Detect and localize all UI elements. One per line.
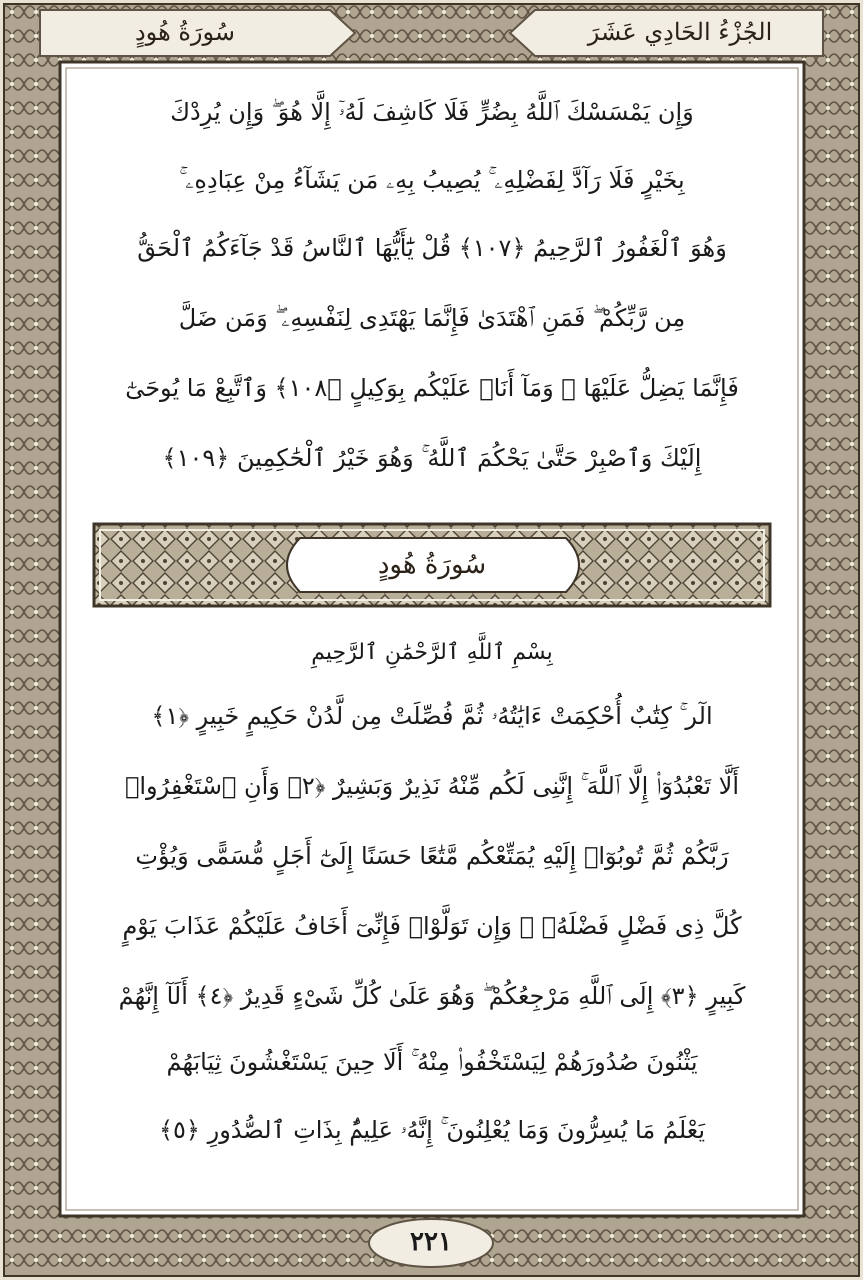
page-number: ٢٢١ xyxy=(410,1227,452,1257)
verse-line: يَثْنُونَ صُدُورَهُمْ لِيَسْتَخْفُوا۟ مِنْهُ ۚ أَلَا حِينَ يَسْتَغْشُونَ ثِيَابَهُمْ xyxy=(166,1048,698,1076)
verse-line: بِخَيْرٍ فَلَا رَآدَّ لِفَضْلِهِۦ ۚ يُصِيبُ بِهِۦ مَن يَشَآءُ مِنْ عِبَادِهِۦ ۚ xyxy=(179,166,685,194)
verse-line: رَبَّكُمْ ثُمَّ تُوبُوٓا۟ إِلَيْهِ يُمَتِّعْكُم مَّتَٰعًا حَسَنًا إِلَىٰٓ أَجَلٍ مُّسَمًّى وَيُؤْتِ xyxy=(135,842,729,870)
verse-line: وَإِن يَمْسَسْكَ ٱللَّهُ بِضُرٍّ فَلَا كَاشِفَ لَهُۥٓ إِلَّا هُوَ ۖ وَإِن يُرِدْكَ xyxy=(170,98,694,126)
juz-header-label: الجُزْءُ الحَادِي عَشَرَ xyxy=(587,18,773,46)
quran-text-bottom xyxy=(68,68,796,1208)
basmala: بِسْمِ ٱللَّهِ ٱلرَّحْمَٰنِ ٱلرَّحِيمِ xyxy=(311,639,553,665)
surah-title-banner: سُورَةُ هُودٍ xyxy=(377,550,487,580)
surah-header-label: سُورَةُ هُودٍ xyxy=(134,18,236,46)
verse-line: كُلَّ ذِى فَضْلٍ فَضْلَهُۥ ۖ وَإِن تَوَلَّوْا۟ فَإِنِّىٓ أَخَافُ عَلَيْكُمْ عَذَابَ يَوْمٍ xyxy=(122,912,742,940)
verse-line: فَإِنَّمَا يَضِلُّ عَلَيْهَا ۖ وَمَآ أَنَا۠ عَلَيْكُم بِوَكِيلٍ ﴿١٠٨﴾ وَٱتَّبِعْ مَا يُوحَىٰٓ xyxy=(125,374,739,402)
verse-line: يَعْلَمُ مَا يُسِرُّونَ وَمَا يُعْلِنُونَ ۚ إِنَّهُۥ عَلِيمٌۢ بِذَاتِ ٱلصُّدُورِ ﴿٥﴾ xyxy=(158,1116,706,1144)
verse-line: أَلَّا تَعْبُدُوٓا۟ إِلَّا ٱللَّهَ ۚ إِنَّنِى لَكُم مِّنْهُ نَذِيرٌ وَبَشِيرٌ ﴿٢﴾ وَأَنِ ٱسْتَغْفِرُوا۟ xyxy=(124,772,740,800)
verse-line: مِن رَّبِّكُمْ ۖ فَمَنِ ٱهْتَدَىٰ فَإِنَّمَا يَهْتَدِى لِنَفْسِهِۦ ۖ وَمَن ضَلَّ xyxy=(178,304,686,332)
verse-line: كَبِيرٍ ﴿٣﴾ إِلَى ٱللَّهِ مَرْجِعُكُمْ ۖ وَهُوَ عَلَىٰ كُلِّ شَىْءٍ قَدِيرٌ ﴿٤﴾ أَلَآ إِنَّهُمْ xyxy=(118,982,746,1010)
verse-line: الٓر ۚ كِتَٰبٌ أُحْكِمَتْ ءَايَٰتُهُۥ ثُمَّ فُصِّلَتْ مِن لَّدُنْ حَكِيمٍ خَبِيرٍ ﴿١﴾ xyxy=(151,702,713,730)
verse-line: إِلَيْكَ وَٱصْبِرْ حَتَّىٰ يَحْكُمَ ٱللَّهُ ۚ وَهُوَ خَيْرُ ٱلْحَٰكِمِينَ ﴿١٠٩﴾ xyxy=(162,444,702,472)
verse-line: وَهُوَ ٱلْغَفُورُ ٱلرَّحِيمُ ﴿١٠٧﴾ قُلْ يَٰٓأَيُّهَا ٱلنَّاسُ قَدْ جَآءَكُمُ ٱلْحَقُّ xyxy=(137,234,727,262)
